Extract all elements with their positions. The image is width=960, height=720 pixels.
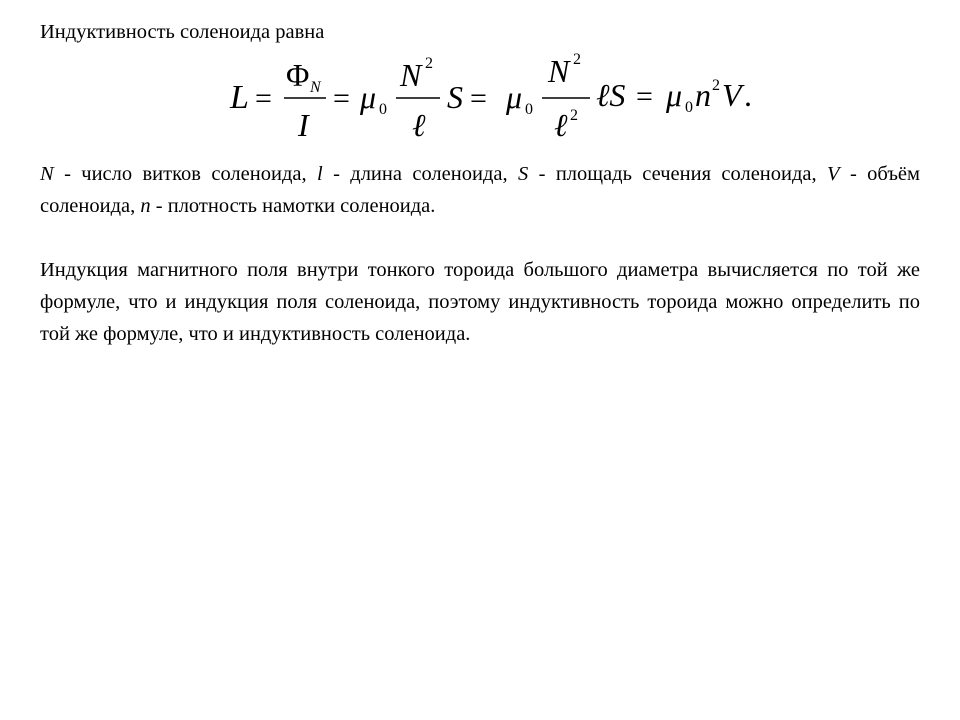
formula-eq-1: = bbox=[255, 82, 272, 115]
variables-description bbox=[40, 158, 920, 222]
formula-mu-sub-1: 0 bbox=[379, 101, 387, 118]
formula-N-exp-2: 2 bbox=[573, 52, 581, 68]
desc-S: - площадь сечения соленоида, bbox=[528, 163, 828, 185]
toroid-paragraph: Индукция магнитного поля внутри тонкого тороида большого диаметра вычисляется по той же формуле, что и индукция поля соленоида, поэтому индуктивность тороида можно определить по той же формуле, что и индуктивность соленоида. bbox=[40, 259, 920, 345]
formula-mu-3: μ bbox=[666, 77, 683, 113]
formula-ell-2: ℓ bbox=[554, 107, 568, 143]
var-V: V bbox=[827, 163, 840, 185]
formula-S: S bbox=[447, 79, 463, 115]
formula-ell-exp: 2 bbox=[570, 107, 578, 124]
formula-L: L bbox=[230, 79, 249, 116]
var-S: S bbox=[517, 163, 529, 185]
var-l: l bbox=[316, 163, 323, 185]
formula-n-exp: 2 bbox=[712, 77, 720, 94]
inductance-formula bbox=[228, 52, 788, 152]
formula-phi: Φ bbox=[286, 57, 310, 93]
formula-mu-sub-2: 0 bbox=[525, 101, 533, 118]
formula-N-exp-1: 2 bbox=[425, 55, 433, 72]
formula-eq-2: = bbox=[333, 82, 350, 115]
formula-N-1: N bbox=[400, 57, 422, 93]
formula-N-2: N bbox=[548, 53, 570, 89]
formula-eq-4: = bbox=[636, 80, 653, 113]
formula-phi-sub-N: N bbox=[310, 79, 321, 96]
desc-n: - плотность намотки соленоида. bbox=[150, 195, 436, 217]
formula-mu-2: μ bbox=[506, 79, 523, 115]
formula-ell-1: ℓ bbox=[412, 107, 426, 143]
formula-dot: . bbox=[744, 77, 752, 113]
formula-mu-1: μ bbox=[360, 79, 377, 115]
intro-text: Индуктивность соленоида равна bbox=[40, 21, 325, 43]
desc-l: - длина соленоида, bbox=[322, 163, 518, 185]
formula-n: n bbox=[695, 77, 711, 113]
desc-N: - число витков соленоида, bbox=[53, 163, 317, 185]
formula-ellS: ℓS bbox=[596, 77, 626, 113]
desc-V: - объём соленоида, bbox=[40, 163, 921, 217]
formula-I: I bbox=[298, 107, 309, 143]
var-n: n bbox=[140, 195, 151, 217]
formula-V: V bbox=[722, 77, 742, 113]
var-N: N bbox=[40, 163, 54, 185]
formula-eq-3: = bbox=[470, 82, 487, 115]
formula-mu-sub-3: 0 bbox=[685, 99, 693, 116]
